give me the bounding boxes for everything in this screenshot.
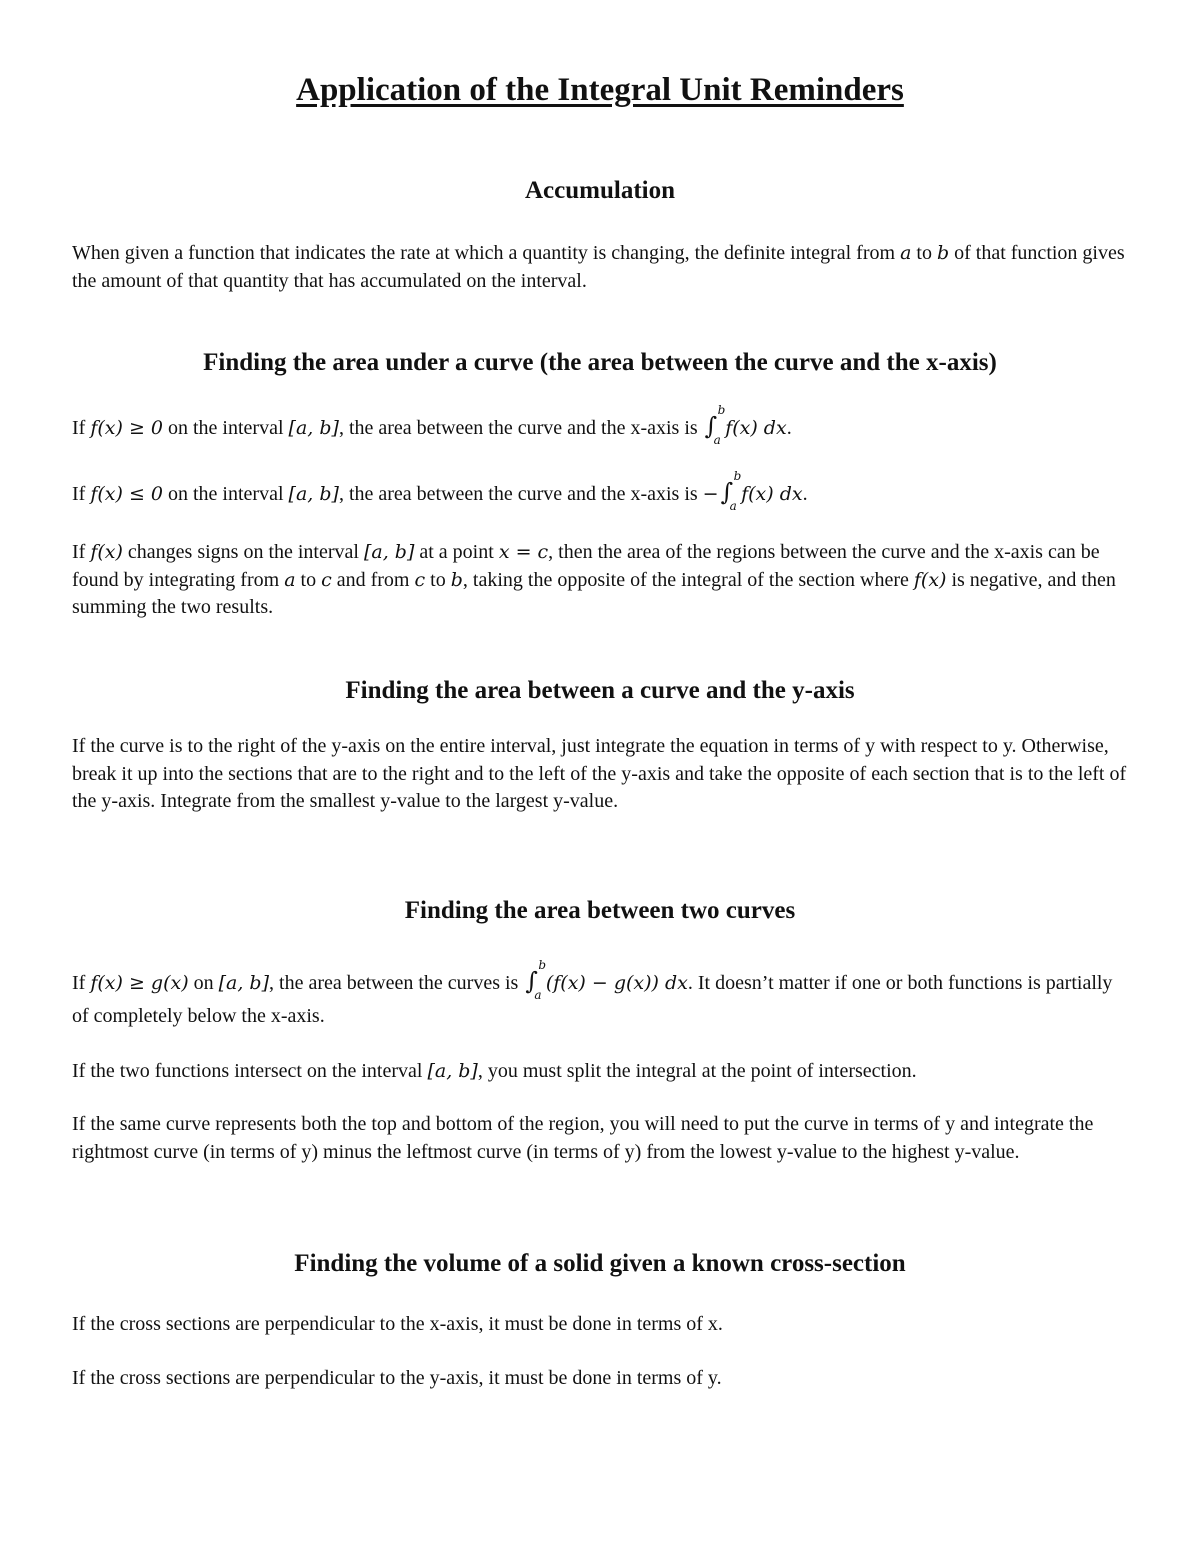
heading-area-y-axis: Finding the area between a curve and the y-axis xyxy=(345,677,855,704)
paragraph-area-positive: If f(x) ≥ 0 on the interval [a, b], the area between the curve and the x-axis is ∫ b a f(x) dx. xyxy=(72,403,792,447)
heading-two-curves: Finding the area between two curves xyxy=(404,897,796,924)
paragraph-area-y-axis: If the curve is to the right of the y-axis on the entire interval, just integrate the equation in terms of y with respect to y. Otherwise, break it up into the sections that are to the right and to the left of the y-axis and take the opposite of each section that is to the left of the y-axis. Integrate from the smallest y-value to the largest y-value. xyxy=(72,735,1127,812)
page-title: Application of the Integral Unit Reminders xyxy=(296,72,904,108)
heading-accumulation: Accumulation xyxy=(525,177,675,204)
integral-symbol: ∫ b a xyxy=(525,958,547,1002)
integral-symbol: ∫ b a xyxy=(704,403,726,447)
paragraph-two-curves-area: If f(x) ≥ g(x) on [a, b], the area between the curves is ∫ b a (f(x) − g(x)) dx. It doesn’t matter if one or both functions is partially of completely below the x-axis. xyxy=(72,958,1113,1027)
heading-area-x-axis: Finding the area under a curve (the area between the curve and the x-axis) xyxy=(203,349,997,376)
paragraph-area-sign-change: If f(x) changes signs on the interval [a, b] at a point x = c, then the area of the regions between the curve and the x-axis can be found by integrating from a to c and from c to b, taking the opposite of the integral of the section where f(x) is negative, and then summing the two results. xyxy=(72,541,1116,618)
paragraph-volume-x: If the cross sections are perpendicular to the x-axis, it must be done in terms of x. xyxy=(72,1313,723,1335)
paragraph-accumulation: When given a function that indicates the rate at which a quantity is changing, the definite integral from a to b of that function gives the amount of that quantity that has accumulated on the interval. xyxy=(72,242,1125,292)
paragraph-two-curves-same-curve: If the same curve represents both the top and bottom of the region, you will need to put the curve in terms of y and integrate the rightmost curve (in terms of y) minus the leftmost curve (in terms of y) from the lowest y-value to the highest y-value. xyxy=(72,1113,1094,1163)
integral-symbol: ∫ b a xyxy=(720,469,742,513)
heading-volume: Finding the volume of a solid given a known cross-section xyxy=(294,1250,906,1277)
paragraph-two-curves-intersect: If the two functions intersect on the interval [a, b], you must split the integral at the point of intersection. xyxy=(72,1060,917,1082)
paragraph-volume-y: If the cross sections are perpendicular to the y-axis, it must be done in terms of y. xyxy=(72,1367,722,1389)
paragraph-area-negative: If f(x) ≤ 0 on the interval [a, b], the area between the curve and the x-axis is −∫ b a f(x) dx. xyxy=(72,469,808,513)
